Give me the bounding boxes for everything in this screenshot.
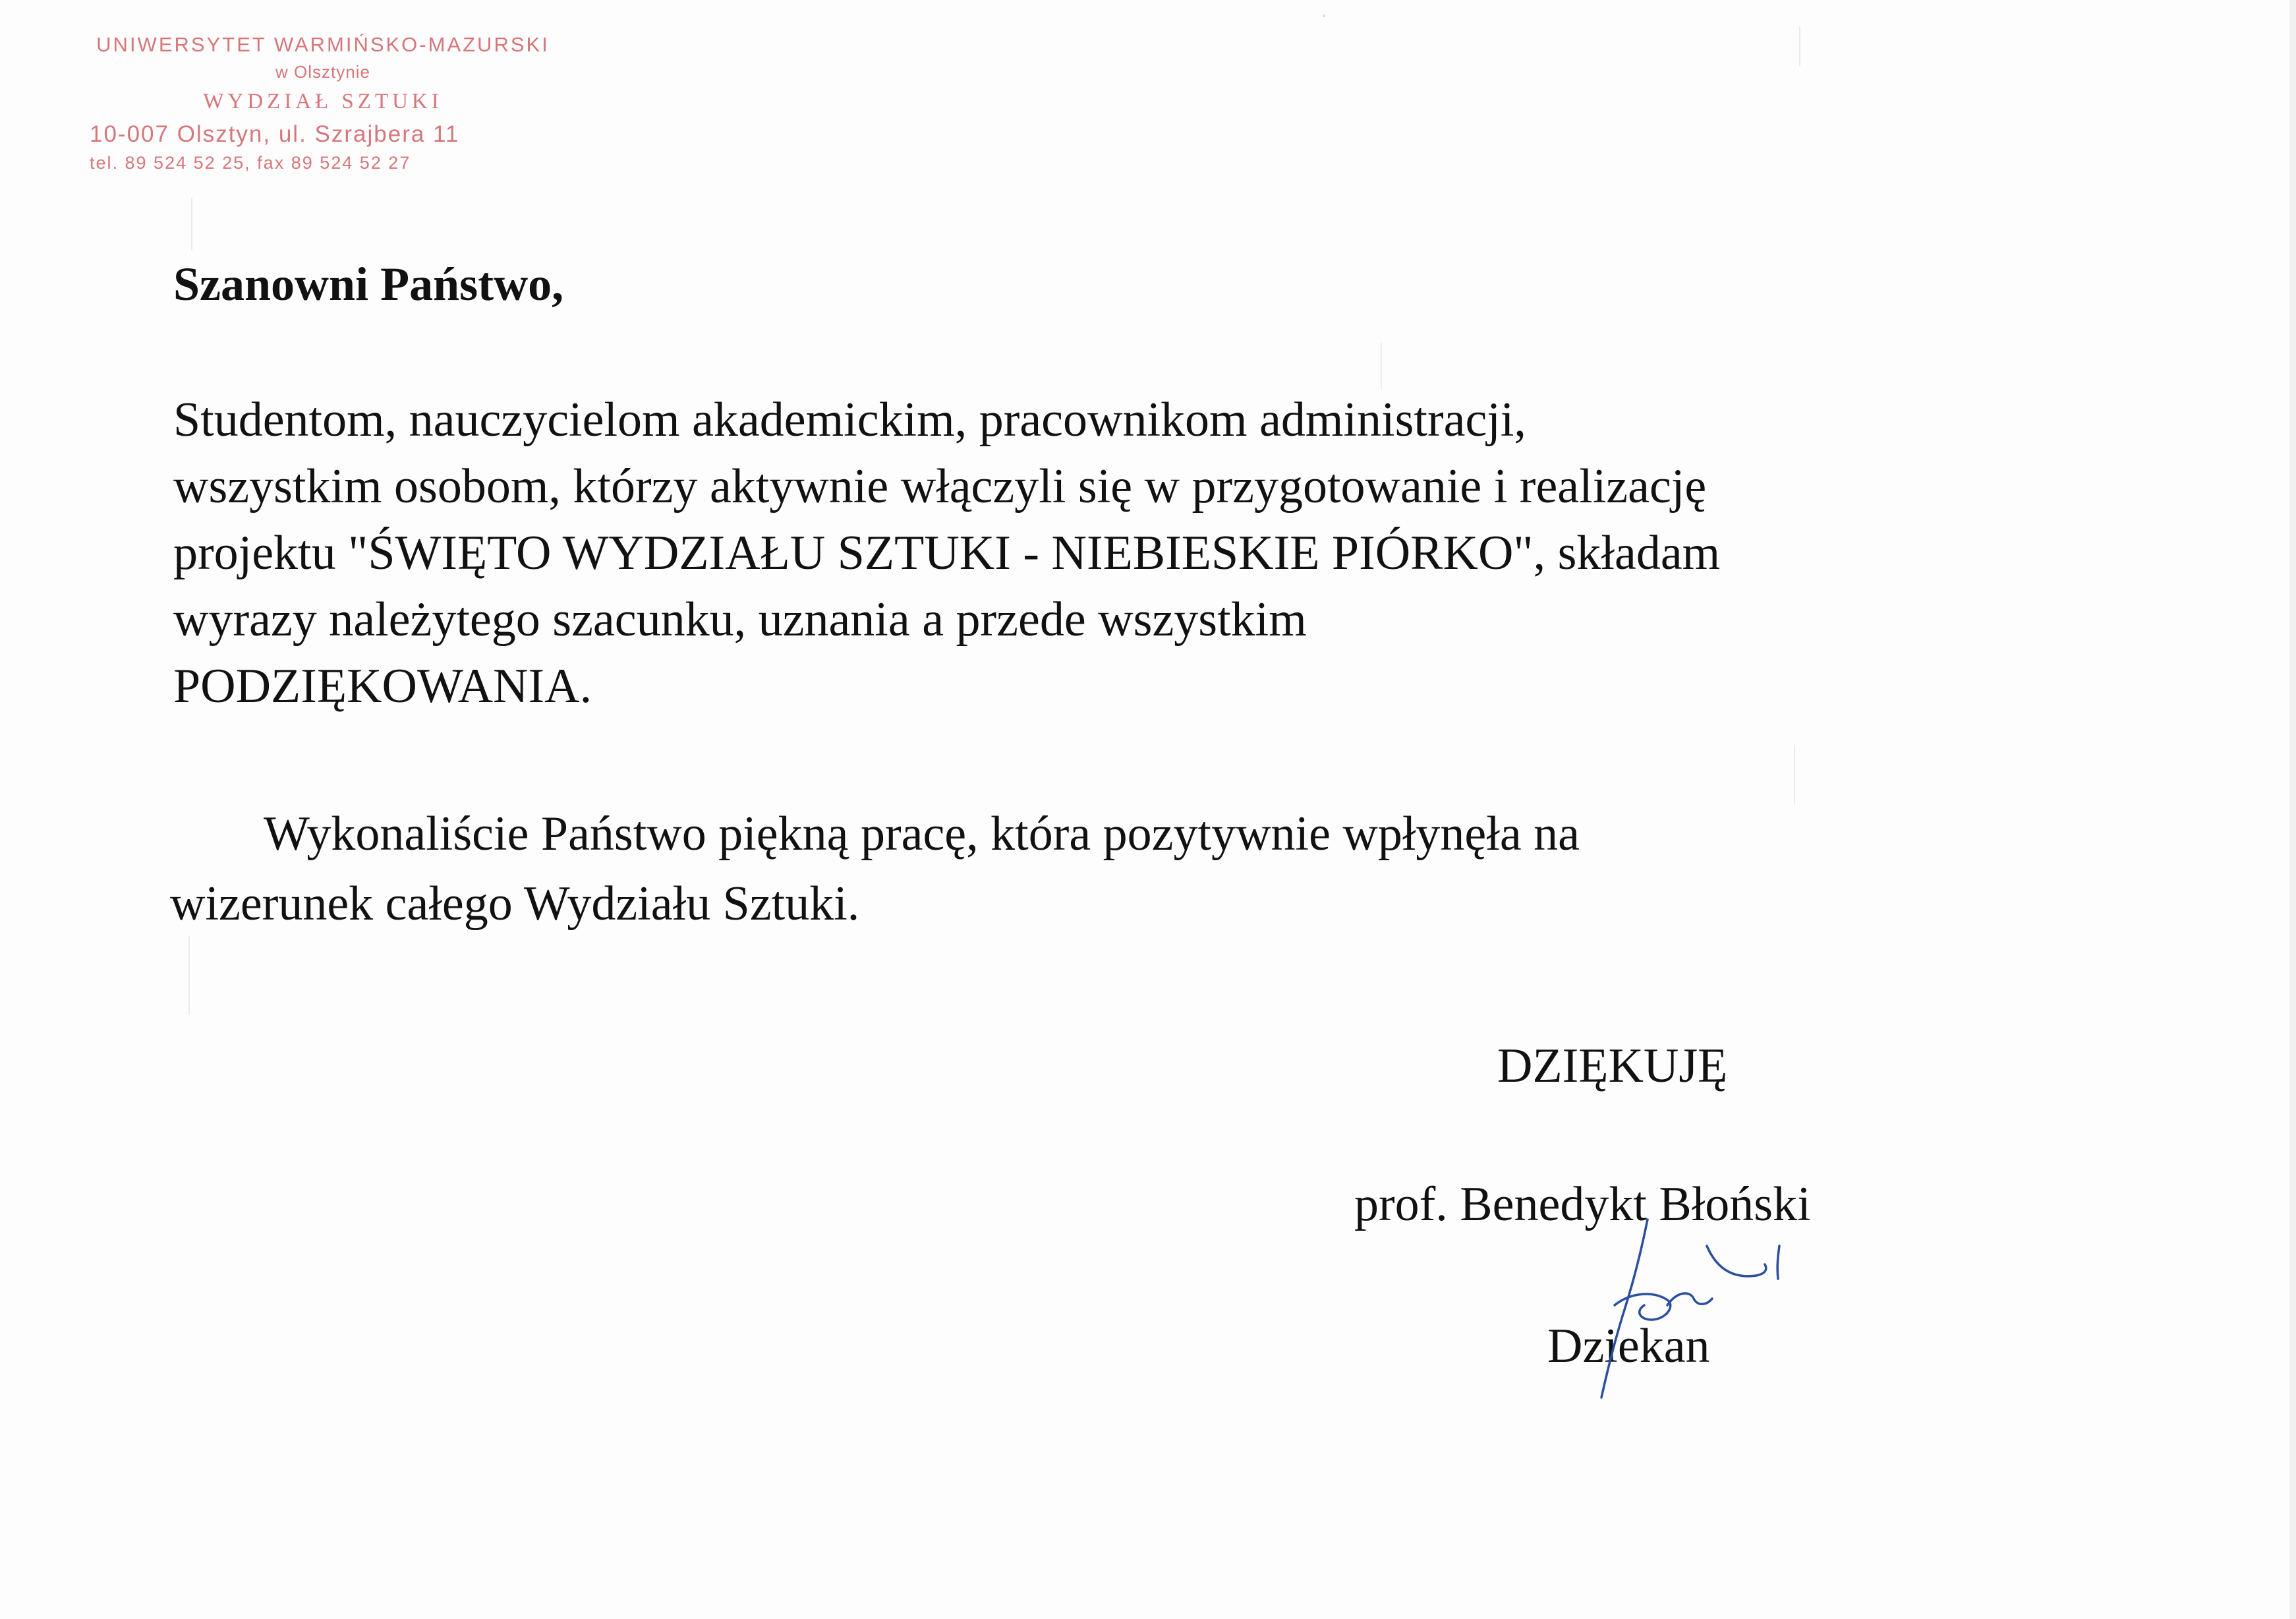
paragraph-thanks	[173, 393, 1721, 728]
paragraph-line: projektu "ŚWIĘTO WYDZIAŁU SZTUKI - NIEBIESKIE PIÓRKO", składam	[173, 526, 1721, 580]
stamp-city: w Olsztynie	[275, 62, 370, 82]
closing-thanks: DZIĘKUJĘ	[1497, 1039, 1728, 1093]
paragraph-appreciation	[170, 807, 1580, 949]
signer-name: prof. Benedykt Błoński	[1354, 1177, 1811, 1231]
scan-artifact	[1794, 745, 1795, 804]
handwritten-signature	[1568, 1206, 1819, 1404]
institution-stamp	[86, 34, 560, 181]
scan-artifact	[2289, 0, 2296, 1619]
salutation: Szanowni Państwo,	[173, 258, 564, 310]
signer-title: Dziekan	[1547, 1319, 1710, 1373]
stamp-address: 10-007 Olsztyn, ul. Szrajbera 11	[90, 121, 460, 147]
scan-artifact	[1323, 15, 1325, 17]
stamp-phone-fax: tel. 89 524 52 25, fax 89 524 52 27	[90, 153, 411, 173]
scan-artifact	[191, 198, 192, 250]
paragraph-line: Wykonaliście Państwo piękną pracę, która pozytywnie wpłynęła na	[264, 807, 1580, 861]
stamp-faculty: WYDZIAŁ SZTUKI	[203, 90, 443, 113]
paragraph-line: wszystkim osobom, którzy aktywnie włączyli się w przygotowanie i realizację	[173, 459, 1707, 514]
stamp-university: UNIWERSYTET WARMIŃSKO-MAZURSKI	[96, 33, 550, 56]
paragraph-line: wizerunek całego Wydziału Sztuki.	[170, 877, 860, 931]
scan-artifact	[1381, 343, 1382, 389]
scan-artifact	[1799, 26, 1800, 66]
paragraph-line: wyrazy należytego szacunku, uznania a przede wszystkim	[173, 593, 1307, 647]
paragraph-line: Studentom, nauczycielom akademickim, pracownikom administracji,	[173, 393, 1526, 447]
paragraph-line: PODZIĘKOWANIA.	[173, 659, 592, 713]
